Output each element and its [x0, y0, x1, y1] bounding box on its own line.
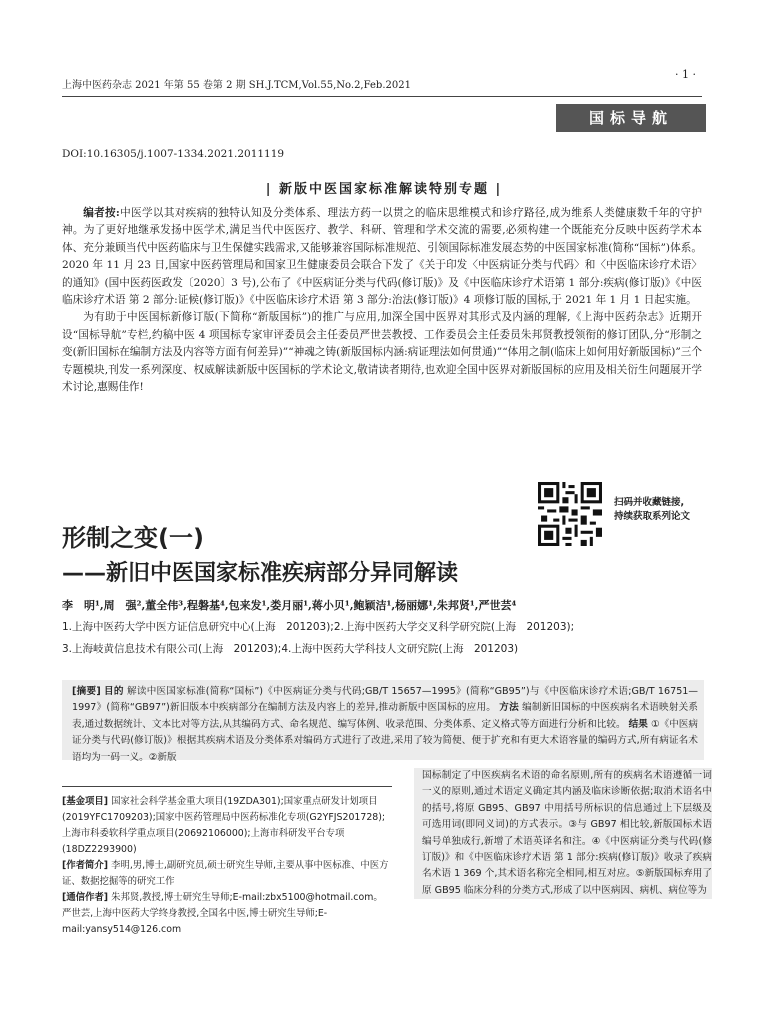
abstract-method-label: 方法: [499, 702, 519, 714]
abstract-label: [摘要]: [72, 686, 101, 697]
header-rule: [62, 96, 702, 97]
doi: DOI:10.16305/j.1007-1334.2021.2011119: [62, 148, 285, 160]
editor-note-para-2: 为有助于中医国标新修订版(下简称“新版国标”)的推广与应用,加深全国中医界对其形式及内涵的理解,《上海中医药杂志》近期开设“国标导航”专栏,约稿中医 4 项国标专家审评委员会主任委员严世芸教授、工作委员会主任委员朱邦贤教授领衔的修订团队,分“形制之变(新旧国标在编制方法及内容等方面有何差异)”“神魂之铸(新版国标内涵:病证理法如何贯通)”“体用之制(临床上如何用好新版国标)”三个专题模块,刊发一系列深度、权威解读新版中医国标的学术论文,敬请读者期待,也欢迎全国中医界对新版国标的应用及相关衍生问题展开学术讨论,惠赐佳作!: [62, 311, 702, 394]
abstract-purpose: 解读中医国家标准(简称“国标”)《中医病证分类与代码;GB/T 15657—1995》(简称“GB95”)与《中医临床诊疗术语;GB/T 16751—1997》(简称“GB97”)新旧版本中疾病部分在编制方法及内容上的差异,推动新版中医国标的应用。: [72, 686, 698, 714]
section-banner: 国标导航: [556, 104, 706, 132]
journal-header: 上海中医药杂志 2021 年第 55 卷第 2 期 SH.J.TCM,Vol.55,No.2,Feb.2021: [62, 80, 411, 91]
corresponding-label: [通信作者]: [62, 892, 109, 903]
footnote-rule: [62, 786, 392, 787]
abstract-result: ①《中医病证分类与代码(修订版)》根据其疾病术语及分类体系对编码方式进行了改进,采用了较为简便、便于扩充和有更大术语容量的编码方式,所有病证名术语均为一码一义。②新版: [72, 718, 698, 763]
author-bio: [62, 858, 392, 890]
editor-note: [62, 205, 702, 396]
footnote-box: [62, 794, 392, 938]
qr-caption: [614, 496, 690, 524]
funding-note: [62, 794, 392, 858]
special-topic-heading: | 新版中医国家标准解读特别专题 |: [265, 182, 503, 197]
author-bio-text: 李明,男,博士,副研究员,硕士研究生导师,主要从事中医标准、中医方证、数据挖掘等的研究工作: [62, 860, 389, 887]
editor-note-label: 编者按:: [83, 207, 120, 219]
article-title: 形制之变(一): [62, 524, 204, 552]
funding-label: [基金项目]: [62, 796, 109, 807]
abstract-continued: 国标制定了中医疾病名术语的命名原则,所有的疾病名术语遵循一词一义的原则,通过术语定义确定其内涵及临床诊断依据;取消术语名中的括号,将原 GB95、GB97 中用括号所标识的信息通过上下层级及可选用词(即同义词)的方式表示。③与 GB97 相比较,新版国标术语编号单独成行,新增了术语英译名和注。④《中医病证分类与代码(修订版)》和《中医临床诊疗术语 第 1 部分:疾病(修订版)》收录了疾病名术语 1 369 个,其术语名称完全相同,相互对应。⑤新版国标弃用了原 GB95 临床分科的分类方式,形成了以中医病因、病机、病位等为: [414, 768, 712, 899]
qr-caption-line: 持续获取系列论文: [614, 511, 691, 522]
corresponding-author: [62, 890, 392, 938]
qr-caption-line: 扫码并收藏链接,: [614, 497, 685, 508]
page-number: · 1 ·: [675, 68, 696, 81]
editor-note-para-1: [62, 205, 702, 309]
qr-code[interactable]: [538, 482, 602, 546]
article-subtitle: ——新旧中医国家标准疾病部分异同解读: [62, 561, 459, 586]
abstract: [72, 684, 698, 766]
abstract-method: 编制新旧国标的中医疾病名术语映射关系表,通过数据统计、文本比对等方法,从其编码方式、命名规范、编写体例、收录范围、分类体系、定义格式等方面进行分析和比较。: [72, 702, 699, 730]
corresponding-text: 朱邦贤,教授,博士研究生导师;E-mail:zbx5100@hotmail.com。严世芸,上海中医药大学终身教授,全国名中医,博士研究生导师;E-mail:yansy514@126.com: [62, 892, 383, 935]
abstract-purpose-label: 目的: [104, 686, 124, 697]
author-list: 李 明¹,周 强²,董全伟³,程磐基⁴,包来发¹,娄月丽¹,蒋小贝¹,鲍颖洁¹,杨丽娜¹,朱邦贤¹,严世芸⁴: [62, 599, 517, 612]
abstract-result-label: 结果: [628, 718, 648, 730]
affiliation-line: 3.上海岐黄信息技术有限公司(上海 201203);4.上海中医药大学科技人文研究院(上海 201203): [62, 643, 519, 655]
affiliation-line: 1.上海中医药大学中医方证信息研究中心(上海 201203);2.上海中医药大学交叉科学研究院(上海 201203);: [62, 621, 575, 633]
editor-note-text-1: 中医学以其对疾病的独特认知及分类体系、理法方药一以贯之的临床思维模式和诊疗路径,成为维系人类健康数千年的守护神。为了更好地继承发扬中医学术,满足当代中医医疗、教学、科研、管理和学术交流的需要,必须构建一个既能充分反映中医药学术本体、充分兼顾当代中医药临床与卫生保健实践需求,又能够兼容国际标准规范、引领国际标准发展态势的中医国家标准(简称“国标”)体系。2020 年 11 月 23 日,国家中医药管理局和国家卫生健康委员会联合下发了《关于印发〈中医病证分类与代码〉和〈中医临床诊疗术语〉的通知》(国中医药医政发〔2020〕3 号),公布了《中医病证分类与代码(修订版)》及《中医临床诊疗术语第 1 部分:疾病(修订版)》《中医临床诊疗术语 第 2 部分:证候(修订版)》《中医临床诊疗术语 第 3 部分:治法(修订版)》4 项修订版的国标,于 2021 年 1 月 1 日起实施。: [62, 207, 702, 307]
author-bio-label: [作者简介]: [62, 860, 109, 871]
funding-text: 国家社会科学基金重大项目(19ZDA301);国家重点研发计划项目(2019YFC1709203);国家中医药管理局中医药标准化专项(G2YFJS201728);上海市科委软科学重点项目(20692106000);上海市科研发平台专项(18DZ2293900): [62, 796, 386, 855]
